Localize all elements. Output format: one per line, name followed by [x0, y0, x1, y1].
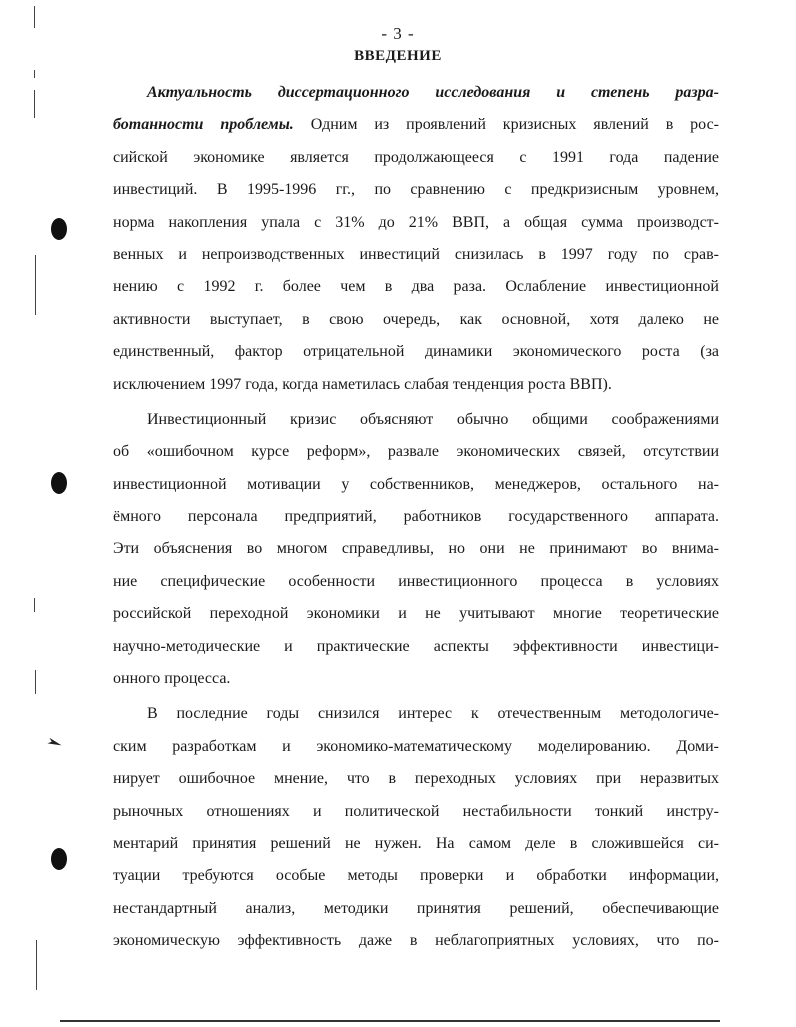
text-line: ёмного персонала предприятий, работников государственного аппарата. [113, 508, 719, 526]
text-line: Эти объяснения во многом справедливы, но они не принимают во внима- [113, 540, 719, 558]
text-line: инвестиций. В 1995-1996 гг., по сравнению с предкризисным уровнем, [113, 181, 719, 199]
margin-line-mark [35, 670, 36, 694]
text-line: научно-методические и практические аспекты эффективности инвестици- [113, 637, 719, 655]
text-line: норма накопления упала с 31% до 21% ВВП, а общая сумма производст- [113, 213, 719, 231]
punch-hole-mark [51, 472, 67, 494]
document-body [113, 77, 719, 958]
margin-line-mark [34, 6, 35, 28]
text-line: венных и непроизводственных инвестиций снизилась в 1997 году по срав- [113, 245, 719, 263]
margin-line-mark [35, 255, 36, 315]
text-line: сийской экономике является продолжающееся с 1991 года падение [113, 148, 719, 166]
text-line: единственный, фактор отрицательной динамики экономического роста (за [113, 343, 719, 361]
text-line: В последние годы снизился интерес к отечественным методологиче- [147, 705, 719, 723]
margin-line-mark [34, 598, 35, 612]
text-line: нирует ошибочное мнение, что в переходных условиях при неразвитых [113, 770, 719, 788]
text-line: экономическую эффективность даже в неблагоприятных условиях, что по- [113, 932, 719, 950]
text-line: онного процесса. [113, 670, 231, 688]
text-line: нению с 1992 г. более чем в два раза. Ослабление инвестиционной [113, 278, 719, 296]
margin-line-mark [34, 70, 35, 78]
section-heading: ВВЕДЕНИЕ [354, 48, 442, 64]
text-line [113, 77, 719, 109]
line-text: Одним из проявлений кризисных явлений в рос- [293, 116, 719, 134]
text-line: активности выступает, в свою очередь, как основной, хотя далеко не [113, 310, 719, 328]
margin-line-mark [36, 940, 37, 990]
text-line: Инвестиционный кризис объясняют обычно общими соображениями [147, 410, 719, 428]
bottom-edge-line [60, 1020, 720, 1022]
page-number: - 3 - [381, 24, 415, 43]
emphasis-text: Актуальность диссертационного исследования и степень разра- [147, 84, 719, 101]
text-line: нестандартный анализ, методики принятия решений, обеспечивающие [113, 899, 719, 917]
text-line: рыночных отношениях и политической нестабильности тонкий инстру- [113, 802, 719, 820]
text-line: ским разработкам и экономико-математическому моделированию. Доми- [113, 737, 719, 755]
text-line: туации требуются особые методы проверки и обработки информации, [113, 867, 719, 885]
text-line [113, 109, 719, 141]
punch-hole-mark [51, 218, 67, 240]
text-line: ментарий принятия решений не нужен. На самом деле в сложившейся си- [113, 834, 719, 852]
text-line: об «ошибочном курсе реформ», развале экономических связей, отсутствии [113, 443, 719, 461]
punch-hole-mark [51, 848, 67, 870]
text-line: исключением 1997 года, когда наметилась слабая тенденция роста ВВП). [113, 375, 612, 393]
text-line: российской переходной экономики и не учитывают многие теоретические [113, 605, 719, 623]
text-line: ние специфические особенности инвестиционного процесса в условиях [113, 572, 719, 590]
text-line: инвестиционной мотивации у собственников, менеджеров, остального на- [113, 475, 719, 493]
arrow-mark [47, 738, 62, 748]
emphasis-text: ботанности проблемы. [113, 116, 294, 134]
margin-line-mark [34, 90, 35, 118]
